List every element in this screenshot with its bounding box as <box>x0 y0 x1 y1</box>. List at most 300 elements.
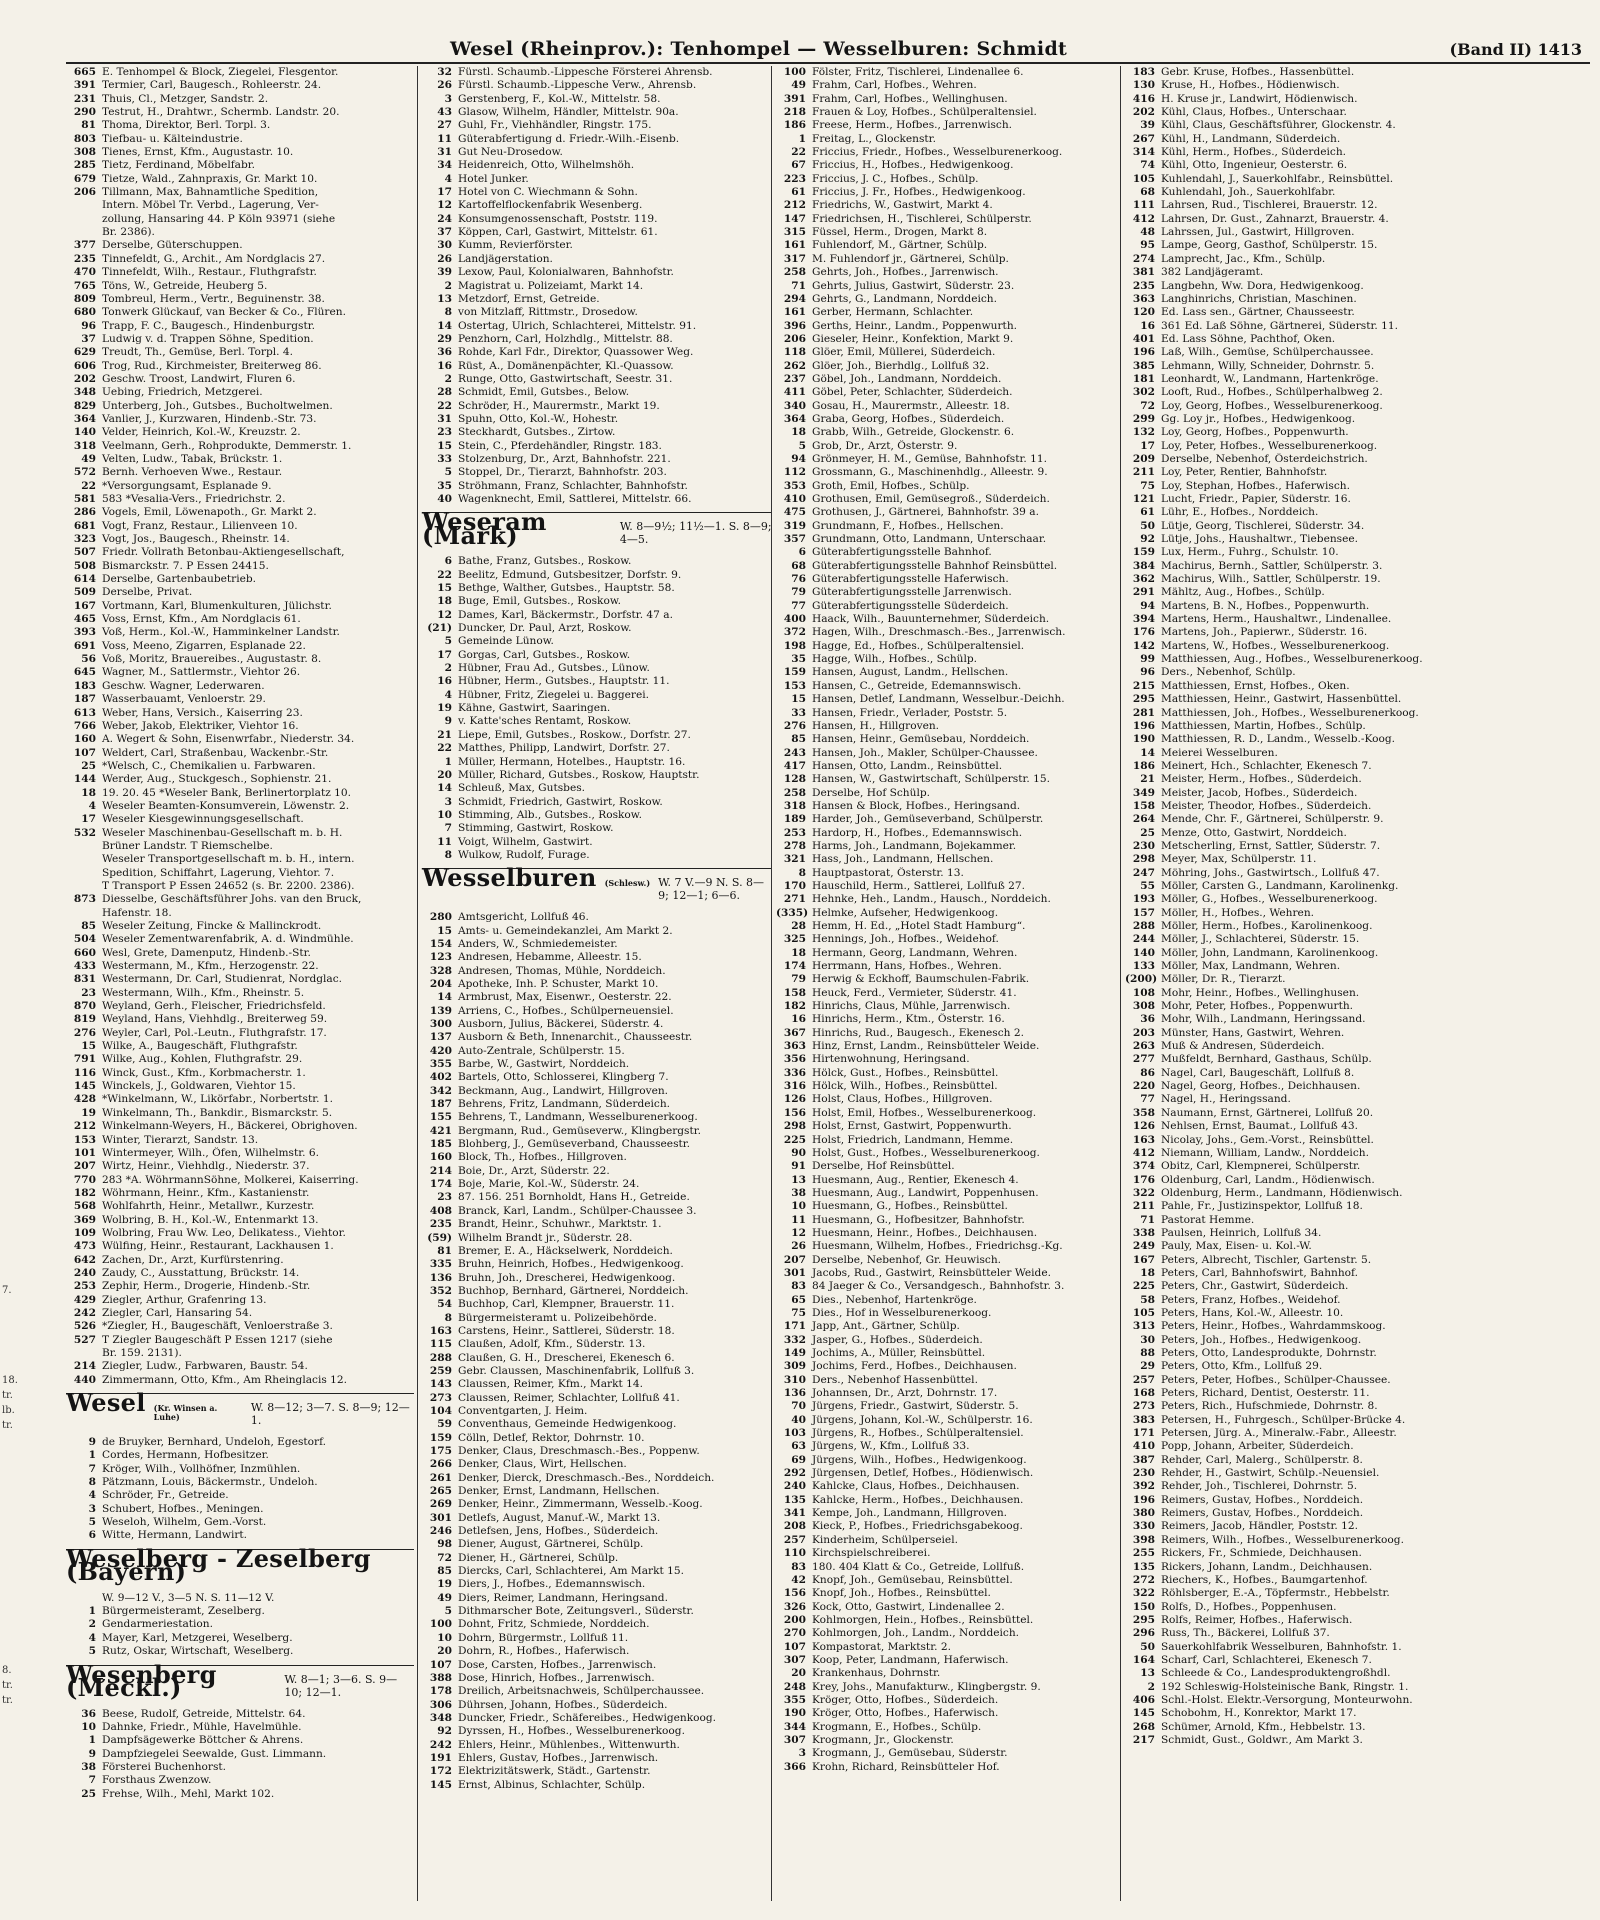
directory-entry <box>66 1516 414 1529</box>
subscriber-text: 283 *A. WöhrmannSöhne, Molkerei, Kaiserring. <box>102 1173 359 1186</box>
phone-number: 412 <box>1132 1146 1155 1159</box>
subscriber-text: Rehder, Joh., Tischlerei, Dohrnstr. 5. <box>1161 1480 1358 1493</box>
directory-entry <box>1125 1520 1593 1533</box>
directory-entry <box>776 880 1122 893</box>
subscriber-text: Behrens, T., Landmann, Wesselburenerkoog. <box>458 1111 698 1124</box>
phone-number: 17 <box>81 813 96 826</box>
subscriber-text: Diers, Reimer, Landmann, Heringsand. <box>458 1591 668 1604</box>
directory-entry <box>66 653 414 666</box>
phone-number: 158 <box>1132 799 1155 812</box>
phone-number: 83 <box>791 1560 806 1573</box>
subscriber-text: Hotel Junker. <box>458 172 529 185</box>
phone-number: 240 <box>73 1266 96 1279</box>
subscriber-text: Ziegler, Carl, Hansaring 54. <box>102 1306 253 1319</box>
subscriber-text: Hafenstr. 18. <box>102 906 172 919</box>
directory-entry <box>422 1325 772 1338</box>
phone-number: 352 <box>429 1284 452 1297</box>
directory-entry <box>776 920 1122 933</box>
phone-number: 86 <box>1140 1066 1155 1079</box>
subscriber-text: Wintermeyer, Wilh., Öfen, Wilhelmstr. 6. <box>102 1146 319 1159</box>
directory-entry <box>776 1027 1122 1040</box>
phone-number: 176 <box>1132 1173 1155 1186</box>
directory-entry <box>776 1093 1122 1106</box>
subscriber-text: Buge, Emil, Gutsbes., Roskow. <box>458 595 622 608</box>
directory-entry <box>422 938 772 951</box>
phone-number: 665 <box>73 66 96 78</box>
directory-entry <box>66 680 414 693</box>
subscriber-text: Grothusen, Emil, Gemüsegroß., Süderdeich. <box>812 493 1050 505</box>
phone-number: 257 <box>1132 1373 1155 1386</box>
subscriber-text: Unterberg, Joh., Gutsbes., Bucholtwelmen. <box>102 399 333 412</box>
subscriber-text: Hinrichs, Claus, Mühle, Jarrenwisch. <box>812 1000 1011 1013</box>
phone-number: 12 <box>437 199 452 212</box>
subscriber-text: Pätzmann, Louis, Bäckermstr., Undeloh. <box>102 1476 318 1489</box>
subscriber-text: Gebr. Claussen, Maschinenfabrik, Lollfuß 3. <box>458 1364 695 1377</box>
directory-entry <box>1125 506 1593 519</box>
phone-number: 35 <box>437 479 452 492</box>
directory-entry <box>66 1107 414 1120</box>
phone-number: 5 <box>88 1516 96 1529</box>
directory-entry <box>1125 239 1593 252</box>
phone-number: 17 <box>437 648 452 661</box>
subscriber-text: Kartoffelflockenfabrik Wesenberg. <box>458 199 643 212</box>
town-office-hours: W. 8—1; 3—6. S. 9—10; 12—1. <box>284 1672 398 1699</box>
directory-entry <box>422 595 772 608</box>
directory-entry <box>1125 560 1593 573</box>
directory-entry <box>422 849 772 862</box>
directory-entry <box>776 159 1122 172</box>
subscriber-text: Kühl, Claus, Hofbes., Unterschaar. <box>1161 106 1347 119</box>
phone-number: 91 <box>791 1160 806 1173</box>
subscriber-text: Wohlfahrth, Heinr., Metallwr., Kurzestr. <box>102 1200 315 1213</box>
directory-entry <box>66 1214 414 1227</box>
directory-entry <box>1125 1240 1593 1253</box>
subscriber-text: Groth, Emil, Hofbes., Schülp. <box>812 479 970 492</box>
directory-entry <box>422 925 772 938</box>
directory-entry <box>1125 1347 1593 1360</box>
phone-number: 20 <box>437 1645 452 1658</box>
directory-entry <box>66 1147 414 1160</box>
phone-number: 299 <box>1132 412 1155 425</box>
header-rule <box>66 62 1590 64</box>
phone-number: 198 <box>783 639 806 652</box>
subscriber-text: Treudt, Th., Gemüse, Berl. Torpl. 4. <box>102 346 293 359</box>
directory-entry <box>776 560 1122 573</box>
subscriber-text: Pastorat Hemme. <box>1161 1213 1255 1226</box>
phone-number: 317 <box>783 252 806 265</box>
phone-number: 316 <box>783 1080 806 1093</box>
subscriber-text: 180. 404 Klatt & Co., Getreide, Lollfuß. <box>812 1560 1025 1573</box>
subscriber-text: Schl.-Holst. Elektr.-Versorgung, Monteurwohn. <box>1161 1693 1413 1706</box>
subscriber-text: Lux, Herm., Fuhrg., Schulstr. 10. <box>1161 546 1339 559</box>
phone-number: 170 <box>783 879 806 892</box>
directory-entry <box>66 600 414 613</box>
subscriber-text: Liepe, Emil, Gutsbes., Roskow., Dorfstr. 27. <box>458 728 691 741</box>
directory-entry <box>66 1320 414 1333</box>
subscriber-text: Meister, Herm., Hofbes., Süderdeich. <box>1161 773 1362 786</box>
directory-entry <box>1125 226 1593 239</box>
phone-number: 118 <box>783 346 806 359</box>
column-4 <box>1120 66 1593 1901</box>
subscriber-text: Magistrat u. Polizeiamt, Markt 14. <box>458 279 644 292</box>
subscriber-text: Claussen, Reimer, Schlachter, Lollfuß 41. <box>458 1391 680 1404</box>
subscriber-text: Voss, Ernst, Kfm., Am Nordglacis 61. <box>102 613 301 626</box>
phone-number: 408 <box>429 1204 452 1217</box>
directory-entry <box>66 1160 414 1173</box>
subscriber-text: Wolbring, B. H., Kol.-W., Entenmarkt 13. <box>102 1213 319 1226</box>
directory-entry <box>422 1578 772 1591</box>
directory-entry <box>66 360 414 373</box>
directory-entry <box>422 400 772 413</box>
directory-entry <box>776 280 1122 293</box>
phone-number: 532 <box>73 826 96 839</box>
subscriber-text: Kinderheim, Schülperseiel. <box>812 1533 958 1546</box>
phone-number: 77 <box>1140 1093 1155 1106</box>
subscriber-text: *Ziegler, H., Baugeschäft, Venloerstraße 3. <box>102 1320 333 1333</box>
directory-entry <box>1125 1374 1593 1387</box>
directory-entry <box>776 1641 1122 1654</box>
subscriber-text: Mähltz, Aug., Hofbes., Schülp. <box>1161 586 1325 599</box>
directory-entry <box>776 987 1122 1000</box>
directory-entry <box>422 1739 772 1752</box>
subscriber-text: Langbehn, Ww. Dora, Hedwigenkoog. <box>1161 279 1364 292</box>
subscriber-text: Heidenreich, Otto, Wilhelmshöh. <box>458 159 635 172</box>
subscriber-text: Tonwerk Glückauf, van Becker & Co., Flüren. <box>102 306 346 319</box>
phone-number: 70 <box>791 1400 806 1413</box>
phone-number: 17 <box>1140 439 1155 452</box>
phone-number: 107 <box>783 1640 806 1653</box>
subscriber-text: Jürgens, R., Hofbes., Schülperaltensiel. <box>812 1427 1024 1440</box>
subscriber-text: Herrmann, Hans, Hofbes., Wehren. <box>812 960 1002 973</box>
phone-number: 123 <box>429 951 452 964</box>
phone-number: 32 <box>437 66 452 78</box>
directory-entry <box>66 800 414 813</box>
phone-number: 139 <box>429 1004 452 1017</box>
phone-number: 88 <box>1140 1347 1155 1359</box>
phone-number: 28 <box>437 386 452 399</box>
phone-number: 187 <box>73 693 96 706</box>
subscriber-text: Anders, W., Schmiedemeister. <box>458 937 618 950</box>
directory-entry <box>422 715 772 728</box>
phone-number: 43 <box>437 106 452 119</box>
phone-number: 366 <box>783 1760 806 1773</box>
subscriber-text: Ausborn, Julius, Bäckerei, Süderstr. 4. <box>458 1018 664 1030</box>
phone-number: 160 <box>429 1151 452 1164</box>
phone-number: 819 <box>73 1013 96 1026</box>
subscriber-text: Frauen & Loy, Hofbes., Schülperaltensiel. <box>812 106 1037 119</box>
directory-entry <box>66 1761 414 1774</box>
subscriber-text: Kröger, Otto, Hofbes., Süderdeich. <box>812 1693 999 1706</box>
directory-entry <box>776 907 1122 920</box>
subscriber-text: Vogt, Franz, Restaur., Lilienveen 10. <box>102 519 298 532</box>
phone-number: 120 <box>1132 306 1155 319</box>
margin-fragment: tr. <box>2 1680 13 1691</box>
phone-number: 203 <box>1132 1026 1155 1039</box>
phone-number: 526 <box>73 1320 96 1333</box>
directory-entry <box>66 1267 414 1280</box>
directory-entry <box>776 840 1122 853</box>
phone-number: 67 <box>791 159 806 172</box>
subscriber-text: Machirus, Wilh., Sattler, Schülperstr. 19. <box>1161 573 1381 586</box>
phone-number: 357 <box>783 533 806 546</box>
subscriber-text: Krogmann, J., Gemüsebau, Süderstr. <box>812 1747 1008 1760</box>
subscriber-text: Hansen, C., Getreide, Edemannswisch. <box>812 679 1022 692</box>
subscriber-text: Behrens, Fritz, Landmann, Süderdeich. <box>458 1098 671 1111</box>
subscriber-text: T Ziegler Baugeschäft P Essen 1217 (siehe <box>102 1333 333 1346</box>
phone-number: 186 <box>783 119 806 132</box>
phone-number: 110 <box>783 1547 806 1560</box>
directory-entry <box>1125 1294 1593 1307</box>
directory-entry <box>422 306 772 319</box>
directory-entry <box>422 426 772 439</box>
directory-entry <box>776 213 1122 226</box>
directory-entry <box>776 1747 1122 1760</box>
subscriber-text: Güterabfertigungsstelle Jarrenwisch. <box>812 586 1012 599</box>
subscriber-text: Gehrts, Joh., Hofbes., Jarrenwisch. <box>812 266 999 279</box>
directory-entry <box>1125 1187 1593 1200</box>
phone-number: 336 <box>783 1066 806 1079</box>
directory-entry <box>776 1347 1122 1360</box>
phone-number: 144 <box>73 773 96 786</box>
phone-number: 217 <box>1132 1733 1155 1746</box>
subscriber-text: Dies., Hof in Wesselburenerkoog. <box>812 1306 992 1319</box>
directory-entry <box>422 413 772 426</box>
directory-entry <box>66 1605 414 1618</box>
subscriber-text: Beese, Rudolf, Getreide, Mittelstr. 64. <box>102 1707 306 1720</box>
directory-entry <box>1125 253 1593 266</box>
directory-entry <box>422 66 772 79</box>
phone-number: 465 <box>73 613 96 626</box>
subscriber-text: Reimers, Jacob, Händler, Poststr. 12. <box>1161 1520 1358 1533</box>
phone-number: 142 <box>1132 639 1155 652</box>
subscriber-text: Andresen, Hebamme, Alleestr. 15. <box>458 951 642 964</box>
subscriber-text: Jochims, Ferd., Hofbes., Deichhausen. <box>812 1360 1017 1373</box>
subscriber-text: Naumann, Ernst, Gärtnerei, Lollfuß 20. <box>1161 1106 1374 1119</box>
subscriber-text: Huesmann, Heinr., Hofbes., Deichhausen. <box>812 1226 1038 1239</box>
directory-entry <box>66 1503 414 1516</box>
phone-number: 160 <box>73 733 96 746</box>
phone-number: 94 <box>791 452 806 465</box>
directory-entry <box>776 480 1122 493</box>
subscriber-text: Wülfing, Heinr., Restaurant, Lackhausen 1. <box>102 1240 334 1253</box>
directory-entry <box>776 626 1122 639</box>
phone-number: 100 <box>429 1618 452 1631</box>
directory-entry <box>1125 987 1593 1000</box>
subscriber-text: Frahm, Carl, Hofbes., Wellinghusen. <box>812 92 1008 105</box>
subscriber-text: Conventhaus, Gemeinde Hedwigenkoog. <box>458 1418 677 1431</box>
directory-entry <box>1125 119 1593 132</box>
phone-number: 90 <box>791 1146 806 1159</box>
subscriber-text: Popp, Johann, Arbeiter, Süderdeich. <box>1161 1440 1354 1453</box>
subscriber-text: Ströhmann, Franz, Schlachter, Bahnhofstr. <box>458 479 688 492</box>
phone-number: 92 <box>1140 533 1155 546</box>
phone-number: 332 <box>783 1333 806 1346</box>
phone-number: 267 <box>1132 132 1155 145</box>
directory-entry <box>776 1040 1122 1053</box>
phone-number: 803 <box>73 132 96 145</box>
phone-number: 174 <box>783 960 806 973</box>
subscriber-text: Denker, Ernst, Landmann, Hellschen. <box>458 1485 660 1498</box>
directory-entry <box>1125 1440 1593 1453</box>
directory-entry <box>422 978 772 991</box>
phone-number: 175 <box>429 1445 452 1457</box>
phone-number: 186 <box>1132 759 1155 772</box>
subscriber-text: Dahnke, Friedr., Mühle, Havelmühle. <box>102 1720 302 1733</box>
phone-number: 20 <box>437 768 452 781</box>
phone-number: 104 <box>429 1404 452 1417</box>
directory-entry <box>422 1712 772 1725</box>
phone-number: 406 <box>1132 1693 1155 1706</box>
subscriber-text: Zephir, Herm., Drogerie, Hindenb.-Str. <box>102 1280 311 1293</box>
directory-entry <box>66 1788 414 1801</box>
phone-number: 27 <box>437 119 452 132</box>
directory-entry <box>1125 827 1593 840</box>
phone-number: 5 <box>444 635 452 648</box>
directory-entry <box>66 1708 414 1721</box>
directory-entry <box>66 1134 414 1147</box>
subscriber-text: Paulsen, Heinrich, Lollfuß 34. <box>1161 1226 1322 1239</box>
phone-number: 161 <box>783 239 806 252</box>
phone-number: 65 <box>791 1293 806 1306</box>
subscriber-text: Geschw. Troost, Landwirt, Fluren 6. <box>102 372 296 385</box>
subscriber-text: Glöer, Joh., Bierhdlg., Lollfuß 32. <box>812 359 990 372</box>
phone-number: 765 <box>73 279 96 292</box>
directory-entry <box>1125 720 1593 733</box>
directory-entry <box>422 480 772 493</box>
subscriber-text: Gendarmeriestation. <box>102 1618 213 1631</box>
directory-entry <box>66 853 414 866</box>
phone-number: 214 <box>73 1360 96 1373</box>
directory-entry <box>66 560 414 573</box>
directory-entry <box>1125 1053 1593 1066</box>
subscriber-text: Obitz, Carl, Klempnerei, Schülperstr. <box>1161 1160 1361 1173</box>
phone-number: 271 <box>783 893 806 906</box>
directory-entry <box>1125 1267 1593 1280</box>
subscriber-text: Johannsen, Dr., Arzt, Dohrnstr. 17. <box>812 1387 998 1400</box>
subscriber-text: Leonhardt, W., Landmann, Hartenkröge. <box>1161 372 1379 385</box>
directory-entry <box>422 1258 772 1271</box>
subscriber-text: Rickers, Johann, Landm., Deichhausen. <box>1161 1560 1373 1573</box>
phone-number: 237 <box>783 372 806 385</box>
subscriber-text: Gut Neu-Drosedow. <box>458 146 563 159</box>
subscriber-text: Möller, Herm., Hofbes., Karolinenkoog. <box>1161 920 1373 932</box>
subscriber-text: Peters, Rich., Hufschmiede, Dohrnstr. 8. <box>1161 1400 1378 1413</box>
phone-number: 202 <box>1132 106 1155 119</box>
phone-number: 384 <box>1132 559 1155 572</box>
phone-number: 6 <box>88 1529 96 1542</box>
phone-number: 24 <box>437 212 452 225</box>
subscriber-text: Runge, Otto, Gastwirtschaft, Seestr. 31. <box>458 372 673 385</box>
directory-entry <box>1125 1013 1593 1026</box>
subscriber-text: Fürstl. Schaumb.-Lippesche Verw., Ahrensb. <box>458 79 697 92</box>
directory-entry <box>1125 1174 1593 1187</box>
directory-entry <box>422 1138 772 1151</box>
directory-entry <box>776 1147 1122 1160</box>
directory-entry <box>776 253 1122 266</box>
phone-number: 5 <box>444 1605 452 1618</box>
directory-entry <box>66 1618 414 1631</box>
phone-number: 38 <box>791 1186 806 1199</box>
phone-number: 242 <box>429 1738 452 1751</box>
subscriber-text: Grabb, Wilh., Getreide, Glockenstr. 6. <box>812 426 1015 439</box>
subscriber-text: Huesmann, G., Hofbes., Reinsbüttel. <box>812 1200 1008 1213</box>
phone-number: 269 <box>429 1498 452 1511</box>
subscriber-text: Winckels, J., Goldwaren, Viehtor 15. <box>102 1080 296 1093</box>
subscriber-text: Conventgarten, J. Heim. <box>458 1404 588 1417</box>
phone-number: 364 <box>783 412 806 425</box>
phone-number: 14 <box>1140 746 1155 759</box>
phone-number: 29 <box>437 332 452 345</box>
subscriber-text: Detlefsen, Jens, Hofbes., Süderdeich. <box>458 1525 659 1538</box>
subscriber-text: Kuhlendahl, Joh., Sauerkohlfabr. <box>1161 186 1336 199</box>
phone-number: 107 <box>429 1658 452 1671</box>
phone-number: 326 <box>783 1600 806 1613</box>
directory-entry <box>776 93 1122 106</box>
subscriber-text: Apotheke, Inh. P. Schuster, Markt 10. <box>458 977 659 990</box>
subscriber-text: Ed. Lass Söhne, Pachthof, Oken. <box>1161 332 1336 345</box>
directory-entry <box>776 386 1122 399</box>
directory-entry <box>422 635 772 648</box>
subscriber-text: Freitag, L., Glockenstr. <box>812 132 936 145</box>
phone-number: 508 <box>73 559 96 572</box>
subscriber-text: Ausborn & Beth, Innenarchit., Chausseestr. <box>458 1031 693 1044</box>
directory-entry <box>66 546 414 559</box>
directory-entry <box>776 1414 1122 1427</box>
directory-entry <box>66 1774 414 1787</box>
phone-number: 285 <box>73 159 96 172</box>
subscriber-text: Laß, Wilh., Gemüse, Schülperchaussee. <box>1161 346 1374 359</box>
subscriber-text: Auto-Zentrale, Schülperstr. 15. <box>458 1044 625 1057</box>
subscriber-text: Voigt, Wilhelm, Gastwirt. <box>458 835 593 848</box>
directory-entry <box>66 1027 414 1040</box>
phone-number: 473 <box>73 1240 96 1253</box>
subscriber-text: Mohr, Peter, Hofbes., Poppenwurth. <box>1161 1000 1354 1013</box>
subscriber-text: Gg. Loy jr., Hofbes., Hedwigenkoog. <box>1161 412 1356 425</box>
phone-number: 211 <box>1132 1200 1155 1213</box>
subscriber-text: Hansen, Joh., Makler, Schülper-Chaussee. <box>812 746 1038 759</box>
phone-number: 340 <box>783 399 806 412</box>
directory-entry <box>422 1618 772 1631</box>
phone-number: 42 <box>791 1573 806 1586</box>
directory-entry <box>66 693 414 706</box>
directory-entry <box>1125 1494 1593 1507</box>
phone-number: 18 <box>1140 1266 1155 1279</box>
directory-entry <box>66 413 414 426</box>
subscriber-text: Buchhop, Carl, Klempner, Brauerstr. 11. <box>458 1298 675 1311</box>
subscriber-text: Helmke, Aufseher, Hedwigenkoog. <box>812 906 999 919</box>
directory-entry <box>1125 1160 1593 1173</box>
directory-entry <box>66 933 414 946</box>
phone-number: 391 <box>73 79 96 92</box>
directory-entry <box>776 1734 1122 1747</box>
phone-number: 318 <box>73 439 96 452</box>
margin-fragment: tr. <box>2 1390 13 1401</box>
directory-entry <box>1125 947 1593 960</box>
subscriber-text: Huesmann, Aug., Rentier, Ekenesch 4. <box>812 1173 1019 1186</box>
directory-entry <box>66 720 414 733</box>
phone-number: 14 <box>437 991 452 1004</box>
directory-entry <box>776 533 1122 546</box>
subscriber-text: Oldenburg, Carl, Landm., Hödienwisch. <box>1161 1173 1375 1186</box>
phone-number: 274 <box>1132 252 1155 265</box>
directory-entry <box>1125 133 1593 146</box>
directory-entry <box>422 173 772 186</box>
directory-entry <box>66 333 414 346</box>
directory-entry <box>66 813 414 826</box>
directory-entry <box>1125 1534 1593 1547</box>
subscriber-text: Diener, H., Gärtnerei, Schülp. <box>458 1551 619 1564</box>
phone-number: 156 <box>783 1587 806 1600</box>
